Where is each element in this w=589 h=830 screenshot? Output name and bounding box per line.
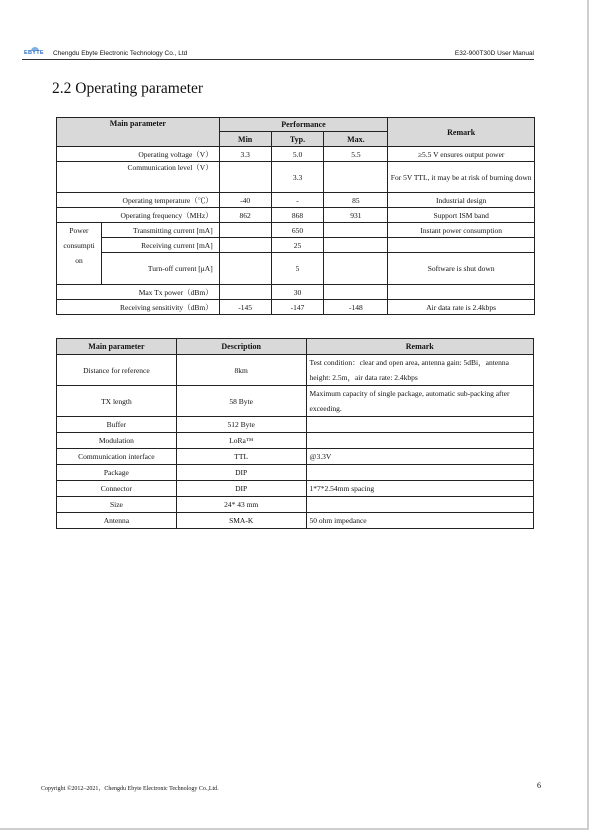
remark-cell: 50 ohm impedance bbox=[306, 513, 533, 529]
description-cell: DIP bbox=[176, 481, 306, 497]
min-cell bbox=[219, 223, 271, 238]
table-row bbox=[57, 465, 534, 481]
header-main-parameter: Main parameter bbox=[57, 339, 177, 355]
remark-cell: Air data rate is 2.4kbps bbox=[388, 300, 535, 315]
param-cell: Operating frequency（MHz） bbox=[57, 208, 220, 223]
header-typ: Typ. bbox=[271, 132, 324, 147]
description-cell: 24* 43 mm bbox=[176, 497, 306, 513]
table-row bbox=[57, 386, 534, 417]
max-cell: -148 bbox=[324, 300, 388, 315]
param-cell: Transmitting current [mA] bbox=[101, 223, 219, 238]
param-cell: TX length bbox=[57, 386, 177, 417]
param-cell: Receiving current [mA] bbox=[101, 238, 219, 253]
param-cell: Size bbox=[57, 497, 177, 513]
max-cell bbox=[324, 285, 388, 300]
max-cell: 85 bbox=[324, 193, 388, 208]
table-row bbox=[57, 223, 535, 238]
header-main-parameter: Main parameter bbox=[57, 118, 220, 147]
typ-cell: 3.3 bbox=[271, 162, 324, 193]
copyright-footer: Copyright ©2012–2021，Chengdu Ebyte Electronic Technology Co.,Ltd. bbox=[41, 786, 219, 792]
description-cell: 8km bbox=[176, 355, 306, 386]
company-name: Chengdu Ebyte Electronic Technology Co., Ltd bbox=[53, 50, 188, 57]
header-remark: Remark bbox=[388, 118, 535, 147]
header-max: Max. bbox=[324, 132, 388, 147]
typ-cell: 650 bbox=[271, 223, 324, 238]
table-row bbox=[57, 285, 535, 300]
remark-cell: ≥5.5 V ensures output power bbox=[388, 147, 535, 162]
header-description: Description bbox=[176, 339, 306, 355]
description-cell: SMA-K bbox=[176, 513, 306, 529]
remark-cell bbox=[306, 417, 533, 433]
min-cell: -145 bbox=[219, 300, 271, 315]
header-min: Min bbox=[219, 132, 271, 147]
table-row bbox=[57, 238, 535, 253]
param-cell: Communication level（V） bbox=[57, 162, 220, 193]
param-cell: Connector bbox=[57, 481, 177, 497]
remark-cell bbox=[388, 238, 535, 253]
remark-cell: @3.3V bbox=[306, 449, 533, 465]
param-cell: Package bbox=[57, 465, 177, 481]
remark-cell: Test condition：clear and open area, antenna gain: 5dBi，antenna height: 2.5m，air data rate: 2.4kbps bbox=[306, 355, 533, 386]
operating-parameter-table bbox=[56, 117, 535, 315]
table-row bbox=[57, 449, 534, 465]
description-cell: TTL bbox=[176, 449, 306, 465]
remark-cell: 1*7*2.54mm spacing bbox=[306, 481, 533, 497]
table-row bbox=[57, 513, 534, 529]
typ-cell: 30 bbox=[271, 285, 324, 300]
remark-cell: Maximum capacity of single package, automatic sub-packing after exceeding. bbox=[306, 386, 533, 417]
description-cell: 58 Byte bbox=[176, 386, 306, 417]
table-row bbox=[57, 417, 534, 433]
max-cell bbox=[324, 162, 388, 193]
param-cell: Max Tx power（dBm） bbox=[57, 285, 220, 300]
table-row bbox=[57, 147, 535, 162]
remark-cell: Instant power consumption bbox=[388, 223, 535, 238]
table-row bbox=[57, 162, 535, 193]
table-row bbox=[57, 481, 534, 497]
min-cell: 862 bbox=[219, 208, 271, 223]
table-row bbox=[57, 355, 534, 386]
param-cell: Distance for reference bbox=[57, 355, 177, 386]
param-cell: Communication interface bbox=[57, 449, 177, 465]
description-cell: LoRa™ bbox=[176, 433, 306, 449]
description-cell: 512 Byte bbox=[176, 417, 306, 433]
min-cell bbox=[219, 253, 271, 285]
remark-cell: Software is shut down bbox=[388, 253, 535, 285]
max-cell: 931 bbox=[324, 208, 388, 223]
page-header bbox=[22, 45, 534, 60]
typ-cell: 868 bbox=[271, 208, 324, 223]
param-cell: Operating temperature（℃） bbox=[57, 193, 220, 208]
min-cell: 3.3 bbox=[219, 147, 271, 162]
min-cell bbox=[219, 238, 271, 253]
min-cell bbox=[219, 162, 271, 193]
min-cell: -40 bbox=[219, 193, 271, 208]
logo-text: EBYTE bbox=[24, 50, 44, 56]
power-consumption-group-cell: Power consumpti on bbox=[57, 223, 102, 285]
table-row bbox=[57, 208, 535, 223]
typ-cell: -147 bbox=[271, 300, 324, 315]
remark-cell: Support ISM band bbox=[388, 208, 535, 223]
page-number: 6 bbox=[537, 781, 541, 790]
param-cell: Operating voltage（V） bbox=[57, 147, 220, 162]
typ-cell: 5 bbox=[271, 253, 324, 285]
header-remark: Remark bbox=[306, 339, 533, 355]
table-row bbox=[57, 433, 534, 449]
param-cell: Antenna bbox=[57, 513, 177, 529]
header-performance: Performance bbox=[219, 118, 388, 132]
param-cell: Turn-off current [μA] bbox=[101, 253, 219, 285]
typ-cell: 25 bbox=[271, 238, 324, 253]
remark-cell: Industrial design bbox=[388, 193, 535, 208]
manual-title: E32-900T30D User Manual bbox=[454, 50, 534, 57]
ebyte-logo bbox=[24, 47, 46, 57]
min-cell bbox=[219, 285, 271, 300]
typ-cell: - bbox=[271, 193, 324, 208]
remark-cell bbox=[306, 497, 533, 513]
table-row bbox=[57, 193, 535, 208]
table-row bbox=[57, 300, 535, 315]
description-cell: DIP bbox=[176, 465, 306, 481]
remark-cell bbox=[306, 433, 533, 449]
remark-cell bbox=[388, 285, 535, 300]
table-row bbox=[57, 497, 534, 513]
section-title: 2.2 Operating parameter bbox=[52, 80, 204, 97]
max-cell bbox=[324, 223, 388, 238]
max-cell: 5.5 bbox=[324, 147, 388, 162]
table-row bbox=[57, 253, 535, 285]
param-cell: Modulation bbox=[57, 433, 177, 449]
remark-cell bbox=[306, 465, 533, 481]
param-cell: Receiving sensitivity（dBm） bbox=[57, 300, 220, 315]
remark-cell: For 5V TTL, it may be at risk of burning down bbox=[388, 162, 535, 193]
parameter-description-table bbox=[56, 338, 534, 529]
max-cell bbox=[324, 238, 388, 253]
typ-cell: 5.0 bbox=[271, 147, 324, 162]
param-cell: Buffer bbox=[57, 417, 177, 433]
max-cell bbox=[324, 253, 388, 285]
